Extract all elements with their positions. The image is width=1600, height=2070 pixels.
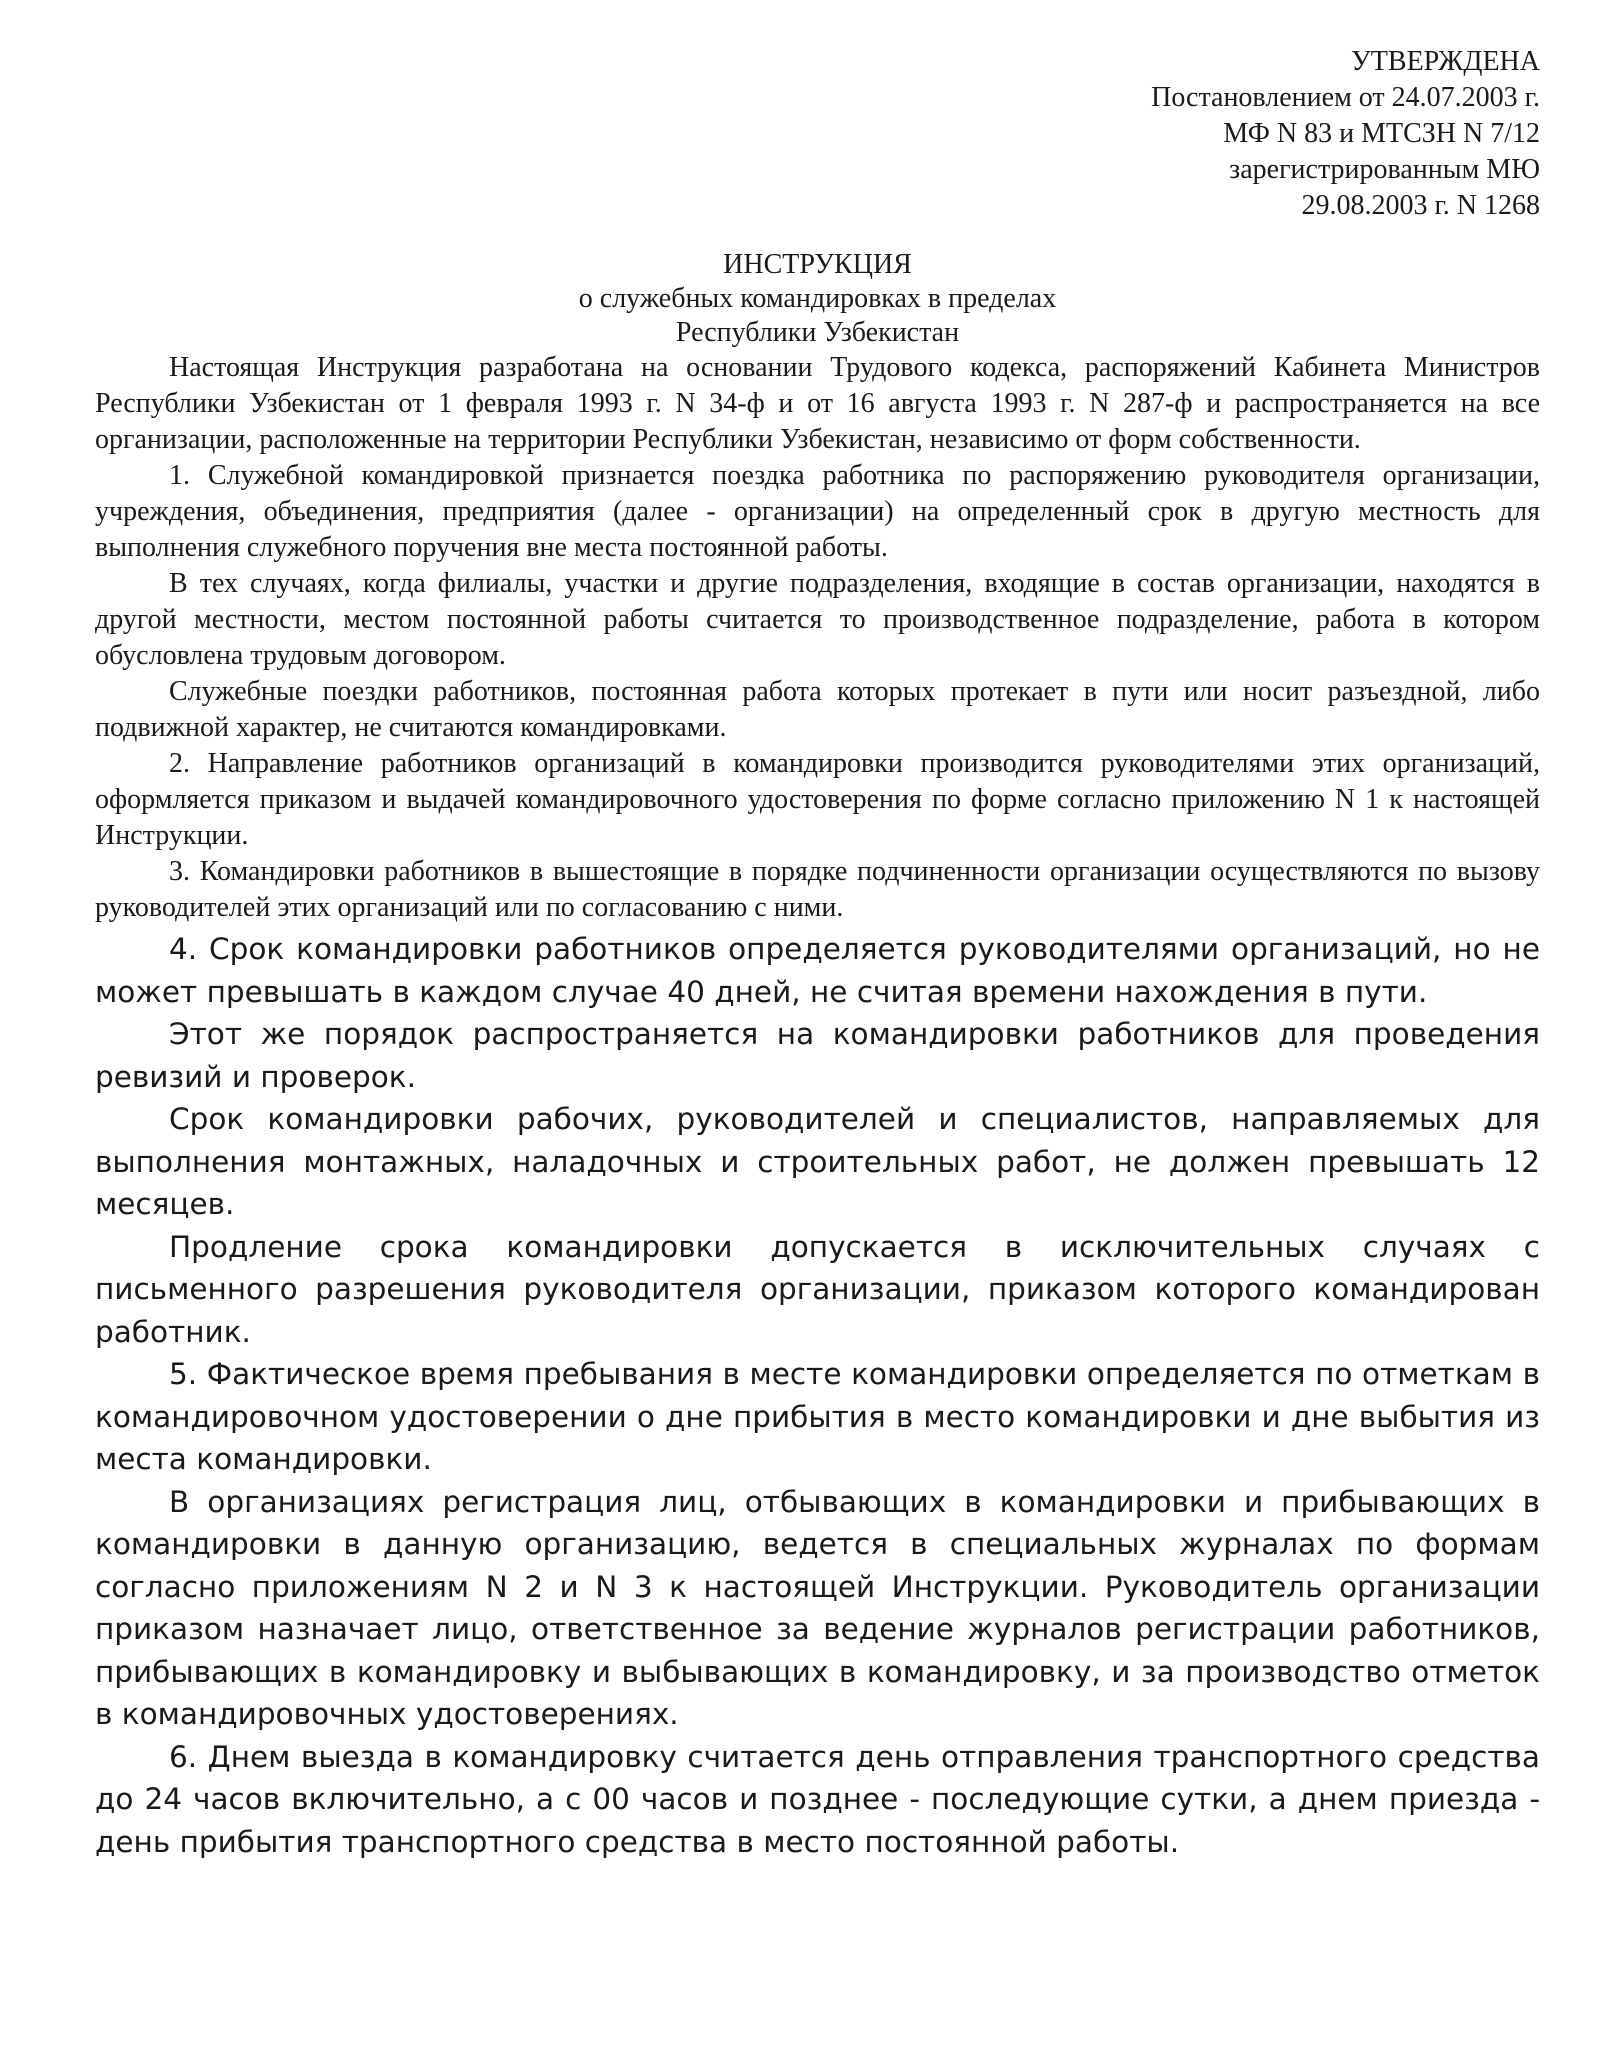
approval-line: УТВЕРЖДЕНА xyxy=(1350,46,1540,77)
document-subtitle: о служебных командировках в пределах xyxy=(578,283,1057,314)
paragraph: 6. Днем выезда в командировку считается день отправления транспортного средства до 24 часов включительно, а с 00 часов и позднее - последующие сутки, а днем приезда - день прибытия транспортного средства в место постоянной работы. xyxy=(95,1739,1540,1859)
paragraph: Этот же порядок распространяется на командировки работников для проведения ревизий и проверок. xyxy=(95,1017,1540,1094)
paragraph: 3. Командировки работников в вышестоящие в порядке подчиненности организации осуществляются по вызову руководителей этих организаций или по согласованию с ними. xyxy=(95,856,1540,923)
document-title-block xyxy=(95,248,1540,350)
paragraph: 2. Направление работников организаций в командировки производится руководителями этих организаций, оформляется приказом и выдачей командировочного удостоверения по форме согласно приложению N 1 к настоящей Инструкции. xyxy=(95,748,1540,851)
document-title: ИНСТРУКЦИЯ xyxy=(723,249,912,280)
approval-line: зарегистрированным МЮ xyxy=(1229,154,1540,185)
paragraph: 4. Срок командировки работников определяется руководителями организаций, но не может превышать в каждом случае 40 дней, не считая времени нахождения в пути. xyxy=(95,932,1540,1009)
paragraph: 5. Фактическое время пребывания в месте командировки определяется по отметкам в командировочном удостоверении о дне прибытия в место командировки и дне выбытия из места командировки. xyxy=(95,1357,1540,1476)
approval-line: Постановлением от 24.07.2003 г. xyxy=(1151,82,1540,113)
approval-block xyxy=(95,44,1540,224)
paragraph: Служебные поездки работников, постоянная работа которых протекает в пути или носит разъездной, либо подвижной характер, не считаются командировками. xyxy=(95,676,1540,743)
paragraph: В организациях регистрация лиц, отбывающих в командировки и прибывающих в командировки в данную организацию, ведется в специальных журналах по формам согласно приложениям N 2 и N 3 к настоящей Инструкции. Руководитель организации приказом назначает лицо, ответственное за ведение журналов регистрации работников, прибывающих в командировку и выбывающих в командировку, и за производство отметок в командировочных удостоверениях. xyxy=(95,1484,1540,1731)
paragraph: 1. Служебной командировкой признается поездка работника по распоряжению руководителя организации, учреждения, объединения, предприятия (далее - организации) на определенный срок в другую местность для выполнения служебного поручения вне места постоянной работы. xyxy=(95,460,1540,563)
paragraph: В тех случаях, когда филиалы, участки и другие подразделения, входящие в состав организации, находятся в другой местности, местом постоянной работы считается то производственное подразделение, работа в котором обусловлена трудовым договором. xyxy=(95,568,1540,671)
paragraph: Настоящая Инструкция разработана на основании Трудового кодекса, распоряжений Кабинета Министров Республики Узбекистан от 1 февраля 1993 г. N 34-ф и от 16 августа 1993 г. N 287-ф и распространяется на все организации, расположенные на территории Республики Узбекистан, независимо от форм собственности. xyxy=(95,352,1540,455)
paragraph: Продление срока командировки допускается в исключительных случаях с письменного разрешения руководителя организации, приказом которого командирован работник. xyxy=(95,1229,1540,1349)
document-subtitle: Республики Узбекистан xyxy=(675,317,960,348)
body-section-serif xyxy=(95,350,1540,926)
paragraph: Срок командировки рабочих, руководителей и специалистов, направляемых для выполнения монтажных, наладочных и строительных работ, не должен превышать 12 месяцев. xyxy=(95,1102,1540,1221)
approval-line: МФ N 83 и МТСЗН N 7/12 xyxy=(1223,118,1540,149)
document-page xyxy=(95,44,1540,1863)
body-section-sans xyxy=(95,928,1540,1863)
approval-line: 29.08.2003 г. N 1268 xyxy=(1301,190,1540,221)
